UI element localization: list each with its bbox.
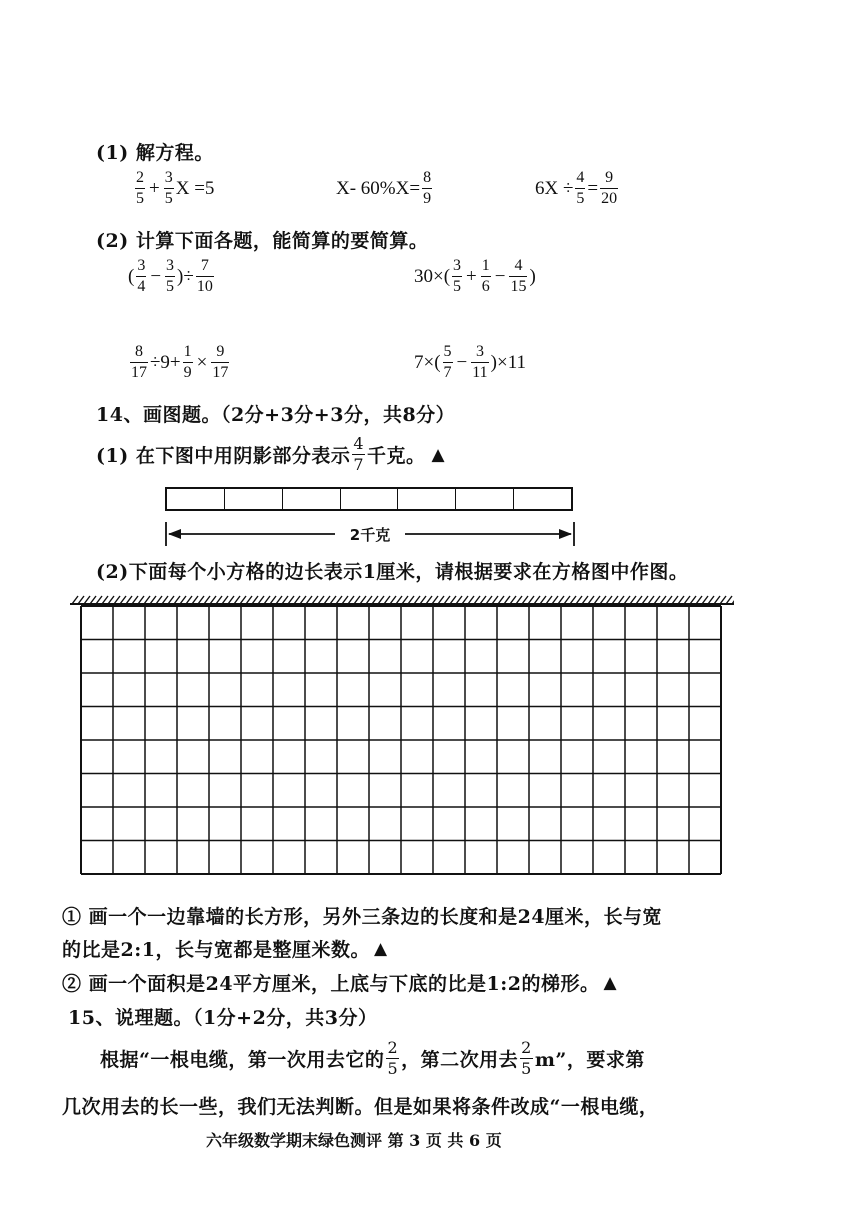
- hatch-mark: [306, 596, 312, 604]
- hatch-mark: [684, 596, 690, 604]
- hatch-mark: [360, 596, 366, 604]
- hatch-mark: [600, 596, 606, 604]
- hatch-mark: [288, 596, 294, 604]
- hatch-mark: [672, 596, 678, 604]
- hatch-mark: [696, 596, 702, 604]
- bar-segment[interactable]: [167, 489, 225, 509]
- bar-segment[interactable]: [283, 489, 341, 509]
- bar-segment[interactable]: [341, 489, 399, 509]
- fraction: $\frac{3}{5}$: [164, 169, 173, 207]
- hatch-mark: [84, 596, 90, 604]
- hatch-mark: [192, 596, 198, 604]
- hatch-mark: [240, 596, 246, 604]
- fraction: $\frac{1}{6}$: [481, 257, 490, 295]
- hatch-mark: [366, 596, 372, 604]
- hatch-mark: [312, 596, 318, 604]
- hatch-mark: [504, 596, 510, 604]
- hatch-mark: [516, 596, 522, 604]
- hatch-mark: [492, 596, 498, 604]
- hatch-mark: [564, 596, 570, 604]
- hatch-mark: [726, 596, 732, 604]
- fraction: $\frac{8}{9}$: [423, 169, 432, 207]
- equation-2: X- 60%X= $\frac{8}{9}$: [336, 169, 432, 207]
- hatch-mark: [72, 596, 78, 604]
- hatch-mark: [336, 596, 342, 604]
- hatch-mark: [264, 596, 270, 604]
- hatch-mark: [150, 596, 156, 604]
- hatch-mark: [390, 596, 396, 604]
- fraction: $\frac{8}{17}$: [131, 343, 147, 381]
- hatch-mark: [552, 596, 558, 604]
- hatch-mark: [276, 596, 282, 604]
- hatch-mark: [378, 596, 384, 604]
- hatch-mark: [132, 596, 138, 604]
- triangle-icon: ▲: [603, 972, 618, 993]
- hatch-mark: [354, 596, 360, 604]
- hatch-mark: [498, 596, 504, 604]
- bar-segment[interactable]: [225, 489, 283, 509]
- hatch-mark: [300, 596, 306, 604]
- q14-part2: (2)下面每个小方格的边长表示1厘米，请根据要求在方格图中作图。: [96, 561, 689, 583]
- hatch-mark: [690, 596, 696, 604]
- calc-2: 30×( $\frac{3}{5}$ + $\frac{1}{6}$ − $\frac{4}{15}$ ): [414, 257, 536, 295]
- fraction: $\frac{5}{7}$: [443, 343, 452, 381]
- hatch-mark: [210, 596, 216, 604]
- hatch-mark: [228, 596, 234, 604]
- fraction: $\frac{9}{20}$: [601, 169, 618, 207]
- hatch-mark: [720, 596, 726, 604]
- hatch-mark: [444, 596, 450, 604]
- hatch-mark: [180, 596, 186, 604]
- triangle-icon: ▲: [431, 444, 446, 465]
- hatch-mark: [702, 596, 708, 604]
- hatch-mark: [462, 596, 468, 604]
- q14-title: 14、画图题。（2分+3分+3分，共8分）: [96, 404, 456, 426]
- page-footer: 六年级数学期末绿色测评 第 3 页 共 6 页: [206, 1131, 502, 1150]
- hatch-mark: [636, 596, 642, 604]
- fraction-bar[interactable]: [165, 487, 573, 511]
- hatch-mark: [78, 596, 84, 604]
- hatch-mark: [474, 596, 480, 604]
- hatch-mark: [480, 596, 486, 604]
- hatch-mark: [138, 596, 144, 604]
- part2-title: (2) 计算下面各题，能简算的要简算。: [96, 230, 429, 252]
- hatch-mark: [252, 596, 258, 604]
- equation-3: 6X ÷ $\frac{4}{5}$ = $\frac{9}{20}$: [535, 169, 618, 207]
- hatch-mark: [432, 596, 438, 604]
- hatch-mark: [648, 596, 654, 604]
- square-grid[interactable]: [80, 605, 722, 875]
- hatch-mark: [678, 596, 684, 604]
- bar-label: 2千克: [349, 526, 391, 544]
- hatch-mark: [102, 596, 108, 604]
- hatch-mark: [408, 596, 414, 604]
- hatch-mark: [642, 596, 648, 604]
- hatch-mark: [624, 596, 630, 604]
- hatch-mark: [120, 596, 126, 604]
- hatch-mark: [216, 596, 222, 604]
- equation-1: $\frac{2}{5}$ + $\frac{3}{5}$ X =5: [136, 169, 215, 207]
- hatch-mark: [204, 596, 210, 604]
- hatch-mark: [186, 596, 192, 604]
- hatch-mark: [342, 596, 348, 604]
- hatch-mark: [294, 596, 300, 604]
- hatch-mark: [324, 596, 330, 604]
- hatch-mark: [420, 596, 426, 604]
- fraction: $\frac{4}{15}$: [510, 257, 527, 295]
- hatch-mark: [594, 596, 600, 604]
- hatch-mark: [654, 596, 660, 604]
- hatch-mark: [90, 596, 96, 604]
- hatch-mark: [126, 596, 132, 604]
- bar-segment[interactable]: [398, 489, 456, 509]
- hatch-mark: [282, 596, 288, 604]
- fraction: $\frac{3}{5}$: [166, 257, 175, 295]
- fraction: $\frac{1}{9}$: [183, 343, 192, 381]
- hatch-mark: [162, 596, 168, 604]
- hatch-mark: [486, 596, 492, 604]
- hatch-mark: [258, 596, 264, 604]
- hatch-mark: [246, 596, 252, 604]
- bar-segment[interactable]: [514, 489, 571, 509]
- hatch-mark: [522, 596, 528, 604]
- hatch-mark: [666, 596, 672, 604]
- hatch-mark: [468, 596, 474, 604]
- hatch-mark: [456, 596, 462, 604]
- hatch-mark: [330, 596, 336, 604]
- q15-line1: 根据“一根电缆，第一次用去它的 $\frac{2}{5}$ ，第二次用去 $\frac{2}{5}$ m”，要求第: [100, 1038, 645, 1078]
- hatch-mark: [588, 596, 594, 604]
- fraction: $\frac{2}{5}$: [521, 1038, 532, 1078]
- fraction: $\frac{4}{7}$: [353, 434, 365, 474]
- hatch-mark: [426, 596, 432, 604]
- hatch-mark: [660, 596, 666, 604]
- hatch-mark: [108, 596, 114, 604]
- hatch-mark: [528, 596, 534, 604]
- hatch-mark: [156, 596, 162, 604]
- fraction: $\frac{2}{5}$: [387, 1038, 399, 1078]
- hatch-mark: [606, 596, 612, 604]
- hatch-mark: [114, 596, 120, 604]
- wall-hatching: [70, 595, 734, 605]
- hatch-mark: [222, 596, 228, 604]
- fraction: $\frac{9}{17}$: [212, 343, 229, 381]
- q14-part1: (1) 在下图中用阴影部分表示 $\frac{4}{7}$ 千克。 ▲: [96, 434, 446, 474]
- hatch-mark: [402, 596, 408, 604]
- hatch-mark: [270, 596, 276, 604]
- hatch-mark: [732, 596, 734, 604]
- hatch-mark: [450, 596, 456, 604]
- bar-segment[interactable]: [456, 489, 514, 509]
- hatch-mark: [510, 596, 516, 604]
- hatch-mark: [618, 596, 624, 604]
- part1-title: (1) 解方程。: [96, 142, 214, 164]
- hatch-mark: [540, 596, 546, 604]
- hatch-mark: [576, 596, 582, 604]
- fraction: $\frac{3}{5}$: [453, 257, 462, 295]
- hatch-mark: [372, 596, 378, 604]
- hatch-mark: [384, 596, 390, 604]
- hatch-mark: [198, 596, 204, 604]
- hatch-mark: [414, 596, 420, 604]
- hatch-mark: [174, 596, 180, 604]
- hatch-mark: [348, 596, 354, 604]
- fraction: $\frac{4}{5}$: [576, 169, 585, 207]
- q14-item2: ② 画一个面积是24平方厘米，上底与下底的比是1:2的梯形。 ▲: [62, 972, 618, 995]
- hatch-mark: [234, 596, 240, 604]
- fraction: $\frac{2}{5}$: [136, 169, 144, 207]
- hatch-mark: [630, 596, 636, 604]
- calc-4: 7×( $\frac{5}{7}$ − $\frac{3}{11}$ )×11: [414, 343, 527, 381]
- hatch-mark: [708, 596, 714, 604]
- hatch-mark: [558, 596, 564, 604]
- hatch-mark: [612, 596, 618, 604]
- hatch-mark: [144, 596, 150, 604]
- q14-item1-line2: 的比是2:1，长与宽都是整厘米数。 ▲: [62, 938, 388, 961]
- fraction: $\frac{3}{4}$: [137, 257, 146, 295]
- q14-item1-line1: ① 画一个一边靠墙的长方形，另外三条边的长度和是24厘米，长与宽: [62, 906, 663, 928]
- hatch-mark: [546, 596, 552, 604]
- calc-1: ( $\frac{3}{4}$ − $\frac{3}{5}$ ) ÷ $\frac{7}{10}$: [128, 257, 213, 295]
- hatch-mark: [534, 596, 540, 604]
- q15-title: 15、说理题。（1分+2分，共3分）: [68, 1007, 378, 1029]
- hatch-mark: [570, 596, 576, 604]
- hatch-mark: [96, 596, 102, 604]
- fraction: $\frac{7}{10}$: [196, 257, 213, 295]
- triangle-icon: ▲: [373, 938, 388, 959]
- hatch-mark: [438, 596, 444, 604]
- hatch-mark: [582, 596, 588, 604]
- fraction: $\frac{3}{11}$: [472, 343, 488, 381]
- calc-3: $\frac{8}{17}$ ÷9+ $\frac{1}{9}$ × $\frac{9}{17}$: [131, 343, 229, 381]
- hatch-mark: [714, 596, 720, 604]
- q15-line2: 几次用去的长一些，我们无法判断。但是如果将条件改成“一根电缆，: [62, 1096, 659, 1118]
- hatch-mark: [396, 596, 402, 604]
- hatch-mark: [168, 596, 174, 604]
- hatch-mark: [318, 596, 324, 604]
